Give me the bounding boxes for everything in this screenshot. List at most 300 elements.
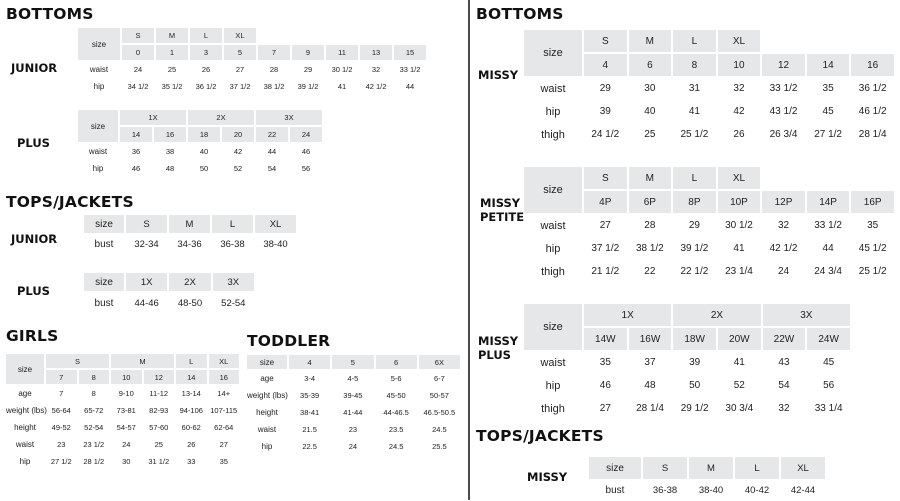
size-header: 6: [376, 355, 417, 369]
table-cell: 50: [199, 164, 209, 173]
table-row: [524, 124, 894, 145]
size-number-header: 16: [851, 54, 894, 76]
table-cell: 37: [644, 357, 656, 368]
size-number-header: 16P: [851, 191, 894, 213]
table-cell: 24.5: [388, 442, 404, 451]
table-cell: 32: [778, 403, 790, 414]
table-cell: 25 1/2: [680, 129, 709, 140]
table-cell: 52-54: [221, 297, 246, 309]
row-label: waist: [540, 82, 566, 95]
size-header-label: size: [524, 304, 582, 350]
table-row: [78, 144, 322, 159]
table-cell: 31 1/2: [148, 457, 170, 466]
row-label: hip: [92, 164, 104, 173]
table-cell: 39-45: [343, 391, 363, 400]
size-table-toddler: [245, 353, 462, 456]
table-cell: 23: [57, 440, 66, 449]
table-row: [247, 371, 460, 386]
table-cell: 45-50: [386, 391, 406, 400]
table-row: [84, 235, 296, 253]
table-cell: 48: [644, 380, 656, 391]
table-cell: 22 1/2: [680, 266, 709, 277]
heading-toddler: TODDLER: [247, 332, 331, 350]
table-cell: 42 1/2: [769, 243, 798, 254]
table-cell: 35: [219, 457, 228, 466]
table-cell: 37 1/2: [229, 82, 251, 91]
size-header: 5: [332, 355, 373, 369]
table-cell: 46.5-50.5: [423, 408, 456, 417]
table-cell: 34-36: [177, 238, 202, 250]
size-number-header: 13: [360, 45, 392, 60]
row-label: bust: [94, 297, 114, 309]
size-table-missy-tops: [587, 455, 827, 501]
table-cell: 42 1/2: [365, 82, 387, 91]
size-header: S: [126, 215, 167, 233]
table-cell: 35 1/2: [161, 82, 183, 91]
category-junior-bottoms: JUNIOR: [11, 61, 58, 75]
table-cell: 56: [301, 164, 311, 173]
table-row: [78, 62, 426, 77]
size-group-header: M: [111, 354, 174, 368]
table-row: [247, 439, 460, 454]
category-missy-petite: [480, 196, 524, 224]
table-cell: 28: [644, 220, 656, 231]
table-cell: 65-72: [84, 406, 104, 415]
size-group-header: 2X: [188, 110, 254, 125]
size-number-header: 7: [46, 370, 77, 384]
size-number-header: 14: [176, 370, 207, 384]
row-label: weight (lbs): [6, 406, 47, 415]
row-label: hip: [93, 82, 105, 91]
size-number-header: 18: [188, 127, 220, 142]
table-cell: 24.5: [432, 425, 447, 434]
size-number-header: 3: [190, 45, 222, 60]
table-cell: 39: [599, 106, 611, 117]
table-cell: 28 1/4: [858, 129, 887, 140]
table-cell: 27: [235, 65, 245, 74]
table-row: [524, 375, 850, 396]
table-cell: 36-38: [220, 238, 245, 250]
category-plus-bottoms: PLUS: [17, 136, 50, 150]
size-header-label: size: [524, 30, 582, 76]
table-row: [78, 161, 322, 176]
table-cell: 60-62: [181, 423, 201, 432]
table-cell: 45: [823, 357, 835, 368]
row-label: thigh: [541, 402, 565, 415]
table-cell: 45 1/2: [858, 243, 887, 254]
table-cell: 52-54: [84, 423, 104, 432]
table-cell: 26: [733, 129, 745, 140]
size-number-header: 24W: [807, 328, 850, 350]
row-label: waist: [89, 65, 109, 74]
size-number-header: 7: [258, 45, 290, 60]
row-label: height: [14, 423, 36, 432]
size-header-label: size: [6, 354, 44, 384]
size-group-header: XL: [209, 354, 240, 368]
table-cell: 82-93: [149, 406, 169, 415]
size-number-header: 20: [222, 127, 254, 142]
table-cell: 33 1/4: [814, 403, 843, 414]
heading-bottoms-left: BOTTOMS: [6, 5, 94, 23]
size-group-header: 2X: [673, 304, 760, 326]
table-cell: 41: [733, 357, 745, 368]
table-cell: 23.5: [388, 425, 404, 434]
table-row: [247, 388, 460, 403]
table-cell: 40-42: [744, 484, 770, 496]
size-header-label: size: [247, 355, 287, 369]
table-cell: 33 1/2: [399, 65, 421, 74]
size-number-header: 15: [394, 45, 426, 60]
table-cell: 24 1/2: [591, 129, 620, 140]
table-cell: 9-10: [118, 389, 134, 398]
category-missy-plus: [478, 334, 518, 362]
size-number-header: 14: [120, 127, 152, 142]
table-cell: 27 1/2: [814, 129, 842, 140]
table-cell: 57-60: [149, 423, 169, 432]
table-cell: 94-106: [179, 406, 203, 415]
table-cell: 25 1/2: [858, 266, 887, 277]
table-row: [78, 79, 426, 94]
table-cell: 34 1/2: [127, 82, 149, 91]
table-cell: 46: [131, 164, 141, 173]
table-cell: 24: [122, 440, 131, 449]
table-row: [524, 215, 894, 236]
size-number-header: 4: [584, 54, 627, 76]
table-cell: 29 1/2: [680, 403, 709, 414]
row-label: thigh: [541, 128, 565, 141]
table-cell: 30: [122, 457, 131, 466]
table-cell: 24: [133, 65, 143, 74]
size-number-header: 12: [762, 54, 805, 76]
table-row: [589, 481, 825, 499]
row-label: hip: [19, 457, 31, 466]
table-cell: 7: [59, 389, 64, 398]
table-cell: 40: [199, 147, 209, 156]
size-header-label: size: [589, 457, 641, 479]
table-cell: 37 1/2: [591, 243, 620, 254]
size-number-header: 11: [326, 45, 358, 60]
table-cell: 14+: [217, 389, 231, 398]
size-group-header: 3X: [763, 304, 850, 326]
table-cell: 27 1/2: [50, 457, 72, 466]
table-row: [6, 420, 239, 435]
table-cell: 38 1/2: [263, 82, 285, 91]
table-row: [524, 261, 894, 282]
row-label: bust: [605, 484, 625, 496]
row-label: waist: [15, 440, 35, 449]
size-number-header: 22W: [763, 328, 806, 350]
table-row: [6, 454, 239, 469]
table-row: [84, 293, 254, 313]
table-cell: 25: [154, 440, 163, 449]
row-label: weight (lbs): [247, 391, 288, 400]
table-row: [524, 238, 894, 259]
size-header: 3X: [213, 273, 254, 291]
table-cell: 25: [644, 129, 656, 140]
table-cell: 35-39: [300, 391, 320, 400]
table-cell: 31: [688, 83, 700, 94]
table-cell: 33: [187, 457, 196, 466]
table-cell: 30 1/2: [725, 220, 753, 231]
size-group-header: M: [629, 167, 672, 189]
table-cell: 48: [165, 164, 175, 173]
size-table-missy-bottoms: [522, 28, 896, 147]
table-cell: 36 1/2: [858, 83, 887, 94]
table-cell: 6-7: [433, 374, 445, 383]
row-label: waist: [88, 147, 108, 156]
size-header-label: size: [84, 273, 124, 291]
table-cell: 39: [689, 357, 701, 368]
table-cell: 23 1/2: [83, 440, 105, 449]
table-cell: 25.5: [432, 442, 447, 451]
table-cell: 35: [867, 220, 879, 231]
size-header-label: size: [524, 167, 582, 213]
table-cell: 36: [131, 147, 141, 156]
table-cell: 29: [303, 65, 313, 74]
size-number-header: 20W: [718, 328, 761, 350]
heading-tops-jackets-right: TOPS/JACKETS: [476, 427, 604, 445]
table-cell: 24 3/4: [814, 266, 842, 277]
size-number-header: 22: [256, 127, 288, 142]
category-missy-plus-line1: MISSY: [478, 334, 519, 348]
size-number-header: 14P: [807, 191, 850, 213]
table-cell: 35: [822, 83, 834, 94]
table-cell: 32-34: [134, 238, 159, 250]
table-cell: 43: [778, 357, 790, 368]
size-number-header: 6: [629, 54, 672, 76]
size-header: 4: [289, 355, 330, 369]
table-cell: 41: [688, 106, 700, 117]
row-label: waist: [540, 219, 566, 232]
size-number-header: 14: [807, 54, 850, 76]
row-label: bust: [94, 238, 114, 250]
table-cell: 45: [822, 106, 834, 117]
category-missy-petite-line1: MISSY: [480, 196, 521, 210]
size-group-header: 1X: [120, 110, 186, 125]
table-cell: 41-44: [343, 408, 363, 417]
table-cell: 28 1/2: [83, 457, 105, 466]
table-cell: 44-46.5: [383, 408, 409, 417]
table-cell: 73-81: [116, 406, 136, 415]
size-group-header: XL: [718, 167, 761, 189]
size-number-header: 14W: [584, 328, 627, 350]
table-cell: 22: [644, 266, 656, 277]
size-table-plus-tops: [82, 271, 256, 315]
size-header: M: [169, 215, 210, 233]
size-number-header: 8P: [673, 191, 716, 213]
size-group-header: L: [673, 167, 716, 189]
table-row: [6, 403, 239, 418]
table-cell: 24: [348, 442, 358, 451]
table-row: [524, 352, 850, 373]
size-header: XL: [781, 457, 825, 479]
size-number-header: 10: [111, 370, 142, 384]
table-cell: 44-46: [134, 297, 159, 309]
row-label: waist: [540, 356, 566, 369]
table-cell: 32: [777, 220, 790, 231]
row-label: height: [256, 408, 278, 417]
row-label: hip: [261, 442, 273, 451]
category-junior-tops: JUNIOR: [11, 232, 58, 246]
table-cell: 48-50: [177, 297, 203, 309]
category-missy-plus-line2: PLUS: [478, 348, 511, 362]
table-cell: 21 1/2: [591, 266, 620, 277]
size-group-header: S: [46, 354, 109, 368]
table-cell: 5-6: [390, 374, 402, 383]
size-group-header: 1X: [584, 304, 671, 326]
table-cell: 32: [733, 83, 745, 94]
table-cell: 38 1/2: [635, 243, 664, 254]
size-header: 2X: [169, 273, 210, 291]
size-group-header: S: [584, 30, 627, 52]
table-cell: 29: [599, 83, 611, 94]
table-cell: 26: [201, 65, 211, 74]
column-divider: [468, 0, 470, 500]
size-table-junior-tops: [82, 213, 298, 255]
size-header-label: size: [78, 28, 120, 60]
table-cell: 36-38: [652, 484, 678, 496]
table-cell: 27: [599, 220, 611, 231]
table-cell: 44: [822, 243, 834, 254]
size-group-header: S: [122, 28, 154, 43]
size-group-header: L: [673, 30, 716, 52]
table-row: [524, 398, 850, 419]
size-group-header: L: [190, 28, 222, 43]
table-row: [6, 437, 239, 452]
size-table-missy-petite: [522, 165, 896, 284]
table-row: [524, 78, 894, 99]
table-cell: 52: [733, 380, 745, 391]
size-group-header: 3X: [256, 110, 322, 125]
table-cell: 38-40: [698, 484, 724, 496]
table-cell: 50: [689, 380, 701, 391]
table-cell: 28 1/4: [636, 403, 664, 414]
table-row: [247, 405, 460, 420]
table-cell: 38-40: [263, 238, 288, 250]
row-label: hip: [545, 242, 561, 255]
table-cell: 42: [233, 147, 243, 156]
size-number-header: 12: [144, 370, 175, 384]
table-cell: 54: [267, 164, 277, 173]
table-cell: 27: [219, 440, 228, 449]
size-number-header: 16: [209, 370, 240, 384]
row-label: age: [18, 389, 32, 398]
size-header: 1X: [126, 273, 167, 291]
table-cell: 29: [688, 220, 700, 231]
table-cell: 25: [167, 65, 177, 74]
size-header: M: [689, 457, 733, 479]
size-number-header: 4P: [584, 191, 627, 213]
table-cell: 38: [165, 147, 175, 156]
category-plus-tops: PLUS: [17, 284, 50, 298]
table-cell: 56: [823, 380, 835, 391]
table-cell: 46: [301, 147, 311, 156]
table-cell: 13-14: [181, 389, 201, 398]
table-row: [247, 422, 460, 437]
table-cell: 33 1/2: [769, 83, 798, 94]
size-header: L: [735, 457, 779, 479]
size-table-plus-bottoms: [76, 108, 324, 178]
row-label: age: [260, 374, 274, 383]
size-number-header: 0: [122, 45, 154, 60]
size-table-girls: [4, 352, 241, 471]
size-group-header: M: [156, 28, 188, 43]
table-cell: 41: [733, 243, 745, 254]
size-header: 6X: [419, 355, 460, 369]
size-number-header: 10P: [718, 191, 761, 213]
table-cell: 3-4: [304, 374, 316, 383]
table-cell: 62-64: [214, 423, 234, 432]
size-number-header: 6P: [629, 191, 672, 213]
size-number-header: 24: [290, 127, 322, 142]
heading-girls: GIRLS: [6, 327, 59, 345]
table-cell: 46 1/2: [858, 106, 887, 117]
size-number-header: 9: [292, 45, 324, 60]
size-number-header: 10: [718, 54, 761, 76]
table-cell: 4-5: [347, 374, 359, 383]
table-cell: 8: [91, 389, 96, 398]
table-cell: 11-12: [149, 389, 169, 398]
table-cell: 30 1/2: [331, 65, 353, 74]
table-cell: 39 1/2: [297, 82, 319, 91]
table-cell: 26: [187, 440, 196, 449]
table-cell: 33 1/2: [814, 220, 842, 231]
category-missy-bottoms: MISSY: [478, 68, 519, 82]
row-label: hip: [545, 105, 561, 118]
category-missy-tops: MISSY: [527, 470, 568, 484]
size-table-junior-bottoms: [76, 26, 428, 96]
size-number-header: 16W: [629, 328, 672, 350]
size-header: L: [212, 215, 253, 233]
table-cell: 32: [371, 65, 381, 74]
table-cell: 50-57: [429, 391, 449, 400]
row-label: hip: [545, 379, 561, 392]
table-cell: 41: [337, 82, 347, 91]
table-row: [6, 386, 239, 401]
table-cell: 42-44: [790, 484, 816, 496]
size-header: S: [643, 457, 687, 479]
table-cell: 27: [599, 403, 611, 414]
table-cell: 28: [269, 65, 279, 74]
table-cell: 54-57: [116, 423, 136, 432]
table-cell: 30: [644, 83, 656, 94]
size-number-header: 8: [79, 370, 110, 384]
table-cell: 56-64: [51, 406, 71, 415]
table-cell: 42: [733, 106, 745, 117]
size-number-header: 8: [673, 54, 716, 76]
table-cell: 24: [777, 266, 790, 277]
size-number-header: 12P: [762, 191, 805, 213]
size-group-header: S: [584, 167, 627, 189]
row-label: thigh: [541, 265, 565, 278]
row-label: waist: [257, 425, 277, 434]
table-cell: 38-41: [300, 408, 320, 417]
size-group-header: XL: [224, 28, 256, 43]
size-number-header: 1: [156, 45, 188, 60]
table-cell: 36 1/2: [195, 82, 217, 91]
size-number-header: 18W: [673, 328, 716, 350]
category-missy-petite-line2: PETITE: [480, 210, 525, 224]
heading-tops-jackets-left: TOPS/JACKETS: [6, 193, 134, 211]
size-header-label: size: [84, 215, 124, 233]
table-cell: 107-115: [210, 406, 238, 415]
table-cell: 52: [233, 164, 243, 173]
table-cell: 26 3/4: [769, 129, 798, 140]
table-cell: 21.5: [302, 425, 317, 434]
size-number-header: 5: [224, 45, 256, 60]
table-cell: 44: [267, 147, 277, 156]
table-cell: 22.5: [302, 442, 317, 451]
